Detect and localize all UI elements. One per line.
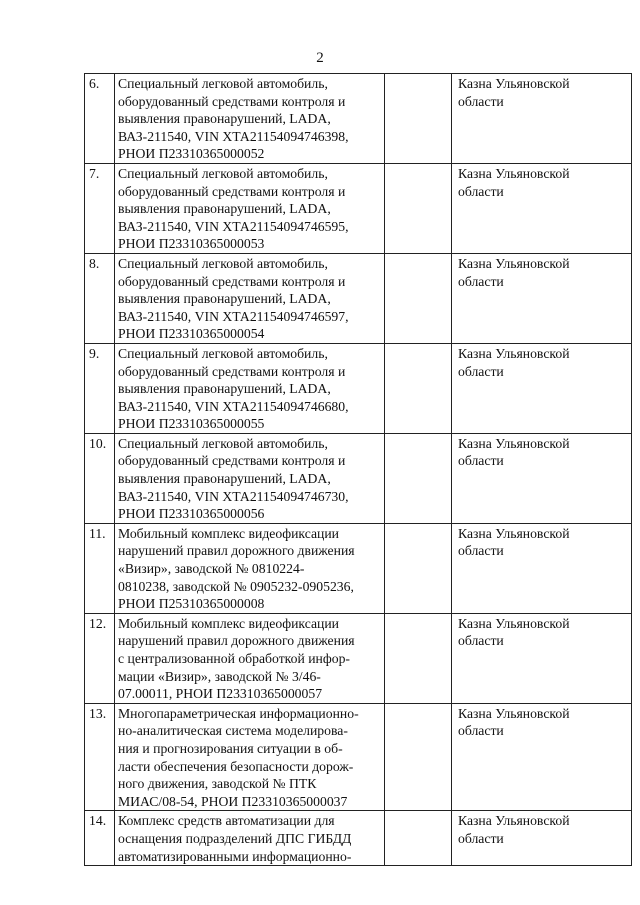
table-row — [85, 343, 632, 433]
description-text: Специальный легковой автомобиль, оборудованный средствами контроля и выявления правонарушений, LADA, ВАЗ-211540, VIN ХТА21154094746680, РНОИ П23310365000055 — [118, 345, 349, 432]
row-number: 14. — [85, 811, 115, 866]
row-owner: Казна Ульяновской области — [452, 253, 632, 343]
row-owner: Казна Ульяновской области — [452, 703, 632, 811]
row-empty-cell — [385, 613, 452, 703]
description-text: Специальный легковой автомобиль, оборудованный средствами контроля и выявления правонарушений, LADA, ВАЗ-211540, VIN ХТА21154094746597, РНОИ П23310365000054 — [118, 255, 349, 342]
row-owner: Казна Ульяновской области — [452, 343, 632, 433]
description-text: Специальный легковой автомобиль, оборудованный средствами контроля и выявления правонарушений, LADA, ВАЗ-211540, VIN ХТА21154094746595, РНОИ П23310365000053 — [118, 165, 349, 252]
row-empty-cell — [385, 253, 452, 343]
row-empty-cell — [385, 343, 452, 433]
row-owner: Казна Ульяновской области — [452, 163, 632, 253]
row-empty-cell — [385, 523, 452, 613]
row-description — [115, 253, 385, 343]
row-description — [115, 433, 385, 523]
description-text: Мобильный комплекс видеофиксации нарушений правил дорожного движения с централизованной обработкой инфор- мации «Визир», заводской № 3/46- 07.00011, РНОИ П23310365000057 — [118, 615, 355, 702]
row-number: 6. — [85, 74, 115, 164]
row-number: 10. — [85, 433, 115, 523]
row-empty-cell — [385, 163, 452, 253]
row-description — [115, 811, 385, 866]
description-text: Многопараметрическая информационно- но-аналитическая система моделирова- ния и прогнозирования ситуации в об- ласти обеспечения безопасности дорож- ного движения, заводской № ПТК МИАС/08-54, РНОИ П23310365000037 — [118, 705, 359, 809]
row-number: 12. — [85, 613, 115, 703]
row-description — [115, 74, 385, 164]
description-text: Специальный легковой автомобиль, оборудованный средствами контроля и выявления правонарушений, LADA, ВАЗ-211540, VIN ХТА21154094746730, РНОИ П23310365000056 — [118, 435, 349, 522]
row-owner: Казна Ульяновской области — [452, 433, 632, 523]
description-text: Комплекс средств автоматизации для оснащения подразделений ДПС ГИБДД автоматизированными информационно- — [118, 813, 352, 864]
property-table — [84, 73, 632, 866]
row-empty-cell — [385, 811, 452, 866]
row-description — [115, 613, 385, 703]
property-table-body — [85, 74, 632, 866]
row-owner: Казна Ульяновской области — [452, 811, 632, 866]
row-number: 9. — [85, 343, 115, 433]
table-row — [85, 811, 632, 866]
description-text: Специальный легковой автомобиль, оборудованный средствами контроля и выявления правонарушений, LADA, ВАЗ-211540, VIN ХТА21154094746398, РНОИ П23310365000052 — [118, 76, 349, 162]
table-row — [85, 163, 632, 253]
table-row — [85, 74, 632, 164]
table-row — [85, 523, 632, 613]
row-owner: Казна Ульяновской области — [452, 74, 632, 164]
row-description — [115, 703, 385, 811]
row-empty-cell — [385, 433, 452, 523]
table-row — [85, 703, 632, 811]
row-description — [115, 523, 385, 613]
row-owner: Казна Ульяновской области — [452, 523, 632, 613]
row-number: 13. — [85, 703, 115, 811]
page-number: 2 — [316, 50, 324, 66]
table-row — [85, 613, 632, 703]
table-row — [85, 253, 632, 343]
row-empty-cell — [385, 74, 452, 164]
row-number: 11. — [85, 523, 115, 613]
row-owner: Казна Ульяновской области — [452, 613, 632, 703]
row-empty-cell — [385, 703, 452, 811]
row-description — [115, 343, 385, 433]
description-text: Мобильный комплекс видеофиксации нарушений правил дорожного движения «Визир», заводской № 0810224- 0810238, заводской № 0905232-0905236, РНОИ П25310365000008 — [118, 525, 355, 612]
row-number: 8. — [85, 253, 115, 343]
table-row — [85, 433, 632, 523]
row-description — [115, 163, 385, 253]
row-number: 7. — [85, 163, 115, 253]
